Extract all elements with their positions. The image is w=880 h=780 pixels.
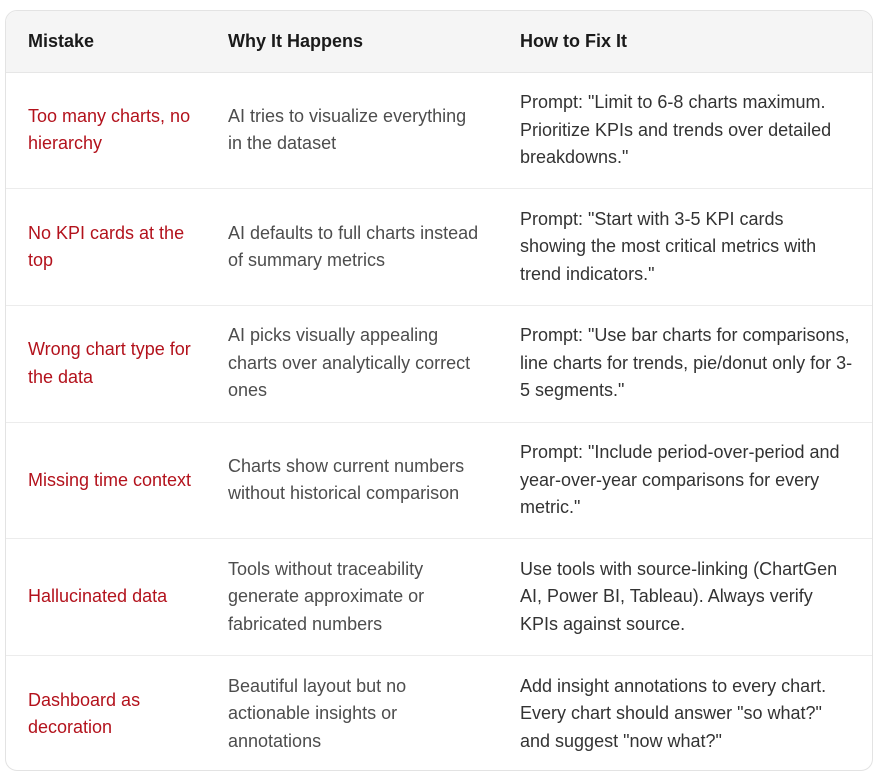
mistake-cell: Dashboard as decoration	[28, 689, 141, 738]
header-row	[6, 11, 873, 72]
table-row	[6, 189, 873, 306]
mistake-cell: No KPI cards at the top	[28, 222, 185, 271]
header-why-it-happens: Why It Happens	[206, 11, 498, 72]
header-mistake: Mistake	[6, 11, 206, 72]
table-header	[6, 11, 873, 72]
fix-cell: Prompt: "Include period-over-period and year-over-year comparisons for every metric."	[520, 442, 840, 518]
fix-cell: Add insight annotations to every chart. Every chart should answer "so what?" and suggest "now what?"	[520, 675, 827, 751]
table-row	[6, 655, 873, 771]
fix-cell: Prompt: "Use bar charts for comparisons, line charts for trends, pie/donut only for 3-5 segments."	[520, 325, 853, 401]
table-row	[6, 72, 873, 189]
mistake-cell: Missing time context	[28, 469, 192, 490]
why-cell: Beautiful layout but no actionable insights or annotations	[228, 675, 407, 751]
fix-cell: Prompt: "Start with 3-5 KPI cards showing the most critical metrics with trend indicators."	[520, 208, 817, 284]
table-body	[6, 72, 873, 771]
why-cell: Charts show current numbers without historical comparison	[228, 455, 465, 504]
mistakes-table-card	[5, 10, 873, 771]
why-cell: AI tries to visualize everything in the dataset	[228, 105, 467, 154]
header-how-to-fix: How to Fix It	[498, 11, 873, 72]
mistake-cell: Wrong chart type for the data	[28, 339, 191, 387]
mistake-cell: Hallucinated data	[28, 586, 168, 607]
table-row	[6, 305, 873, 422]
mistakes-table	[6, 11, 873, 771]
why-cell: Tools without traceability generate approximate or fabricated numbers	[228, 558, 425, 634]
mistake-cell: Too many charts, no hierarchy	[28, 105, 191, 154]
why-cell: AI picks visually appealing charts over analytically correct ones	[228, 325, 471, 401]
table-row	[6, 422, 873, 539]
table-row	[6, 539, 873, 656]
why-cell: AI defaults to full charts instead of summary metrics	[228, 222, 479, 271]
fix-cell: Prompt: "Limit to 6-8 charts maximum. Prioritize KPIs and trends over detailed breakdowns."	[520, 92, 832, 168]
fix-cell: Use tools with source-linking (ChartGen AI, Power BI, Tableau). Always verify KPIs against source.	[520, 558, 838, 634]
